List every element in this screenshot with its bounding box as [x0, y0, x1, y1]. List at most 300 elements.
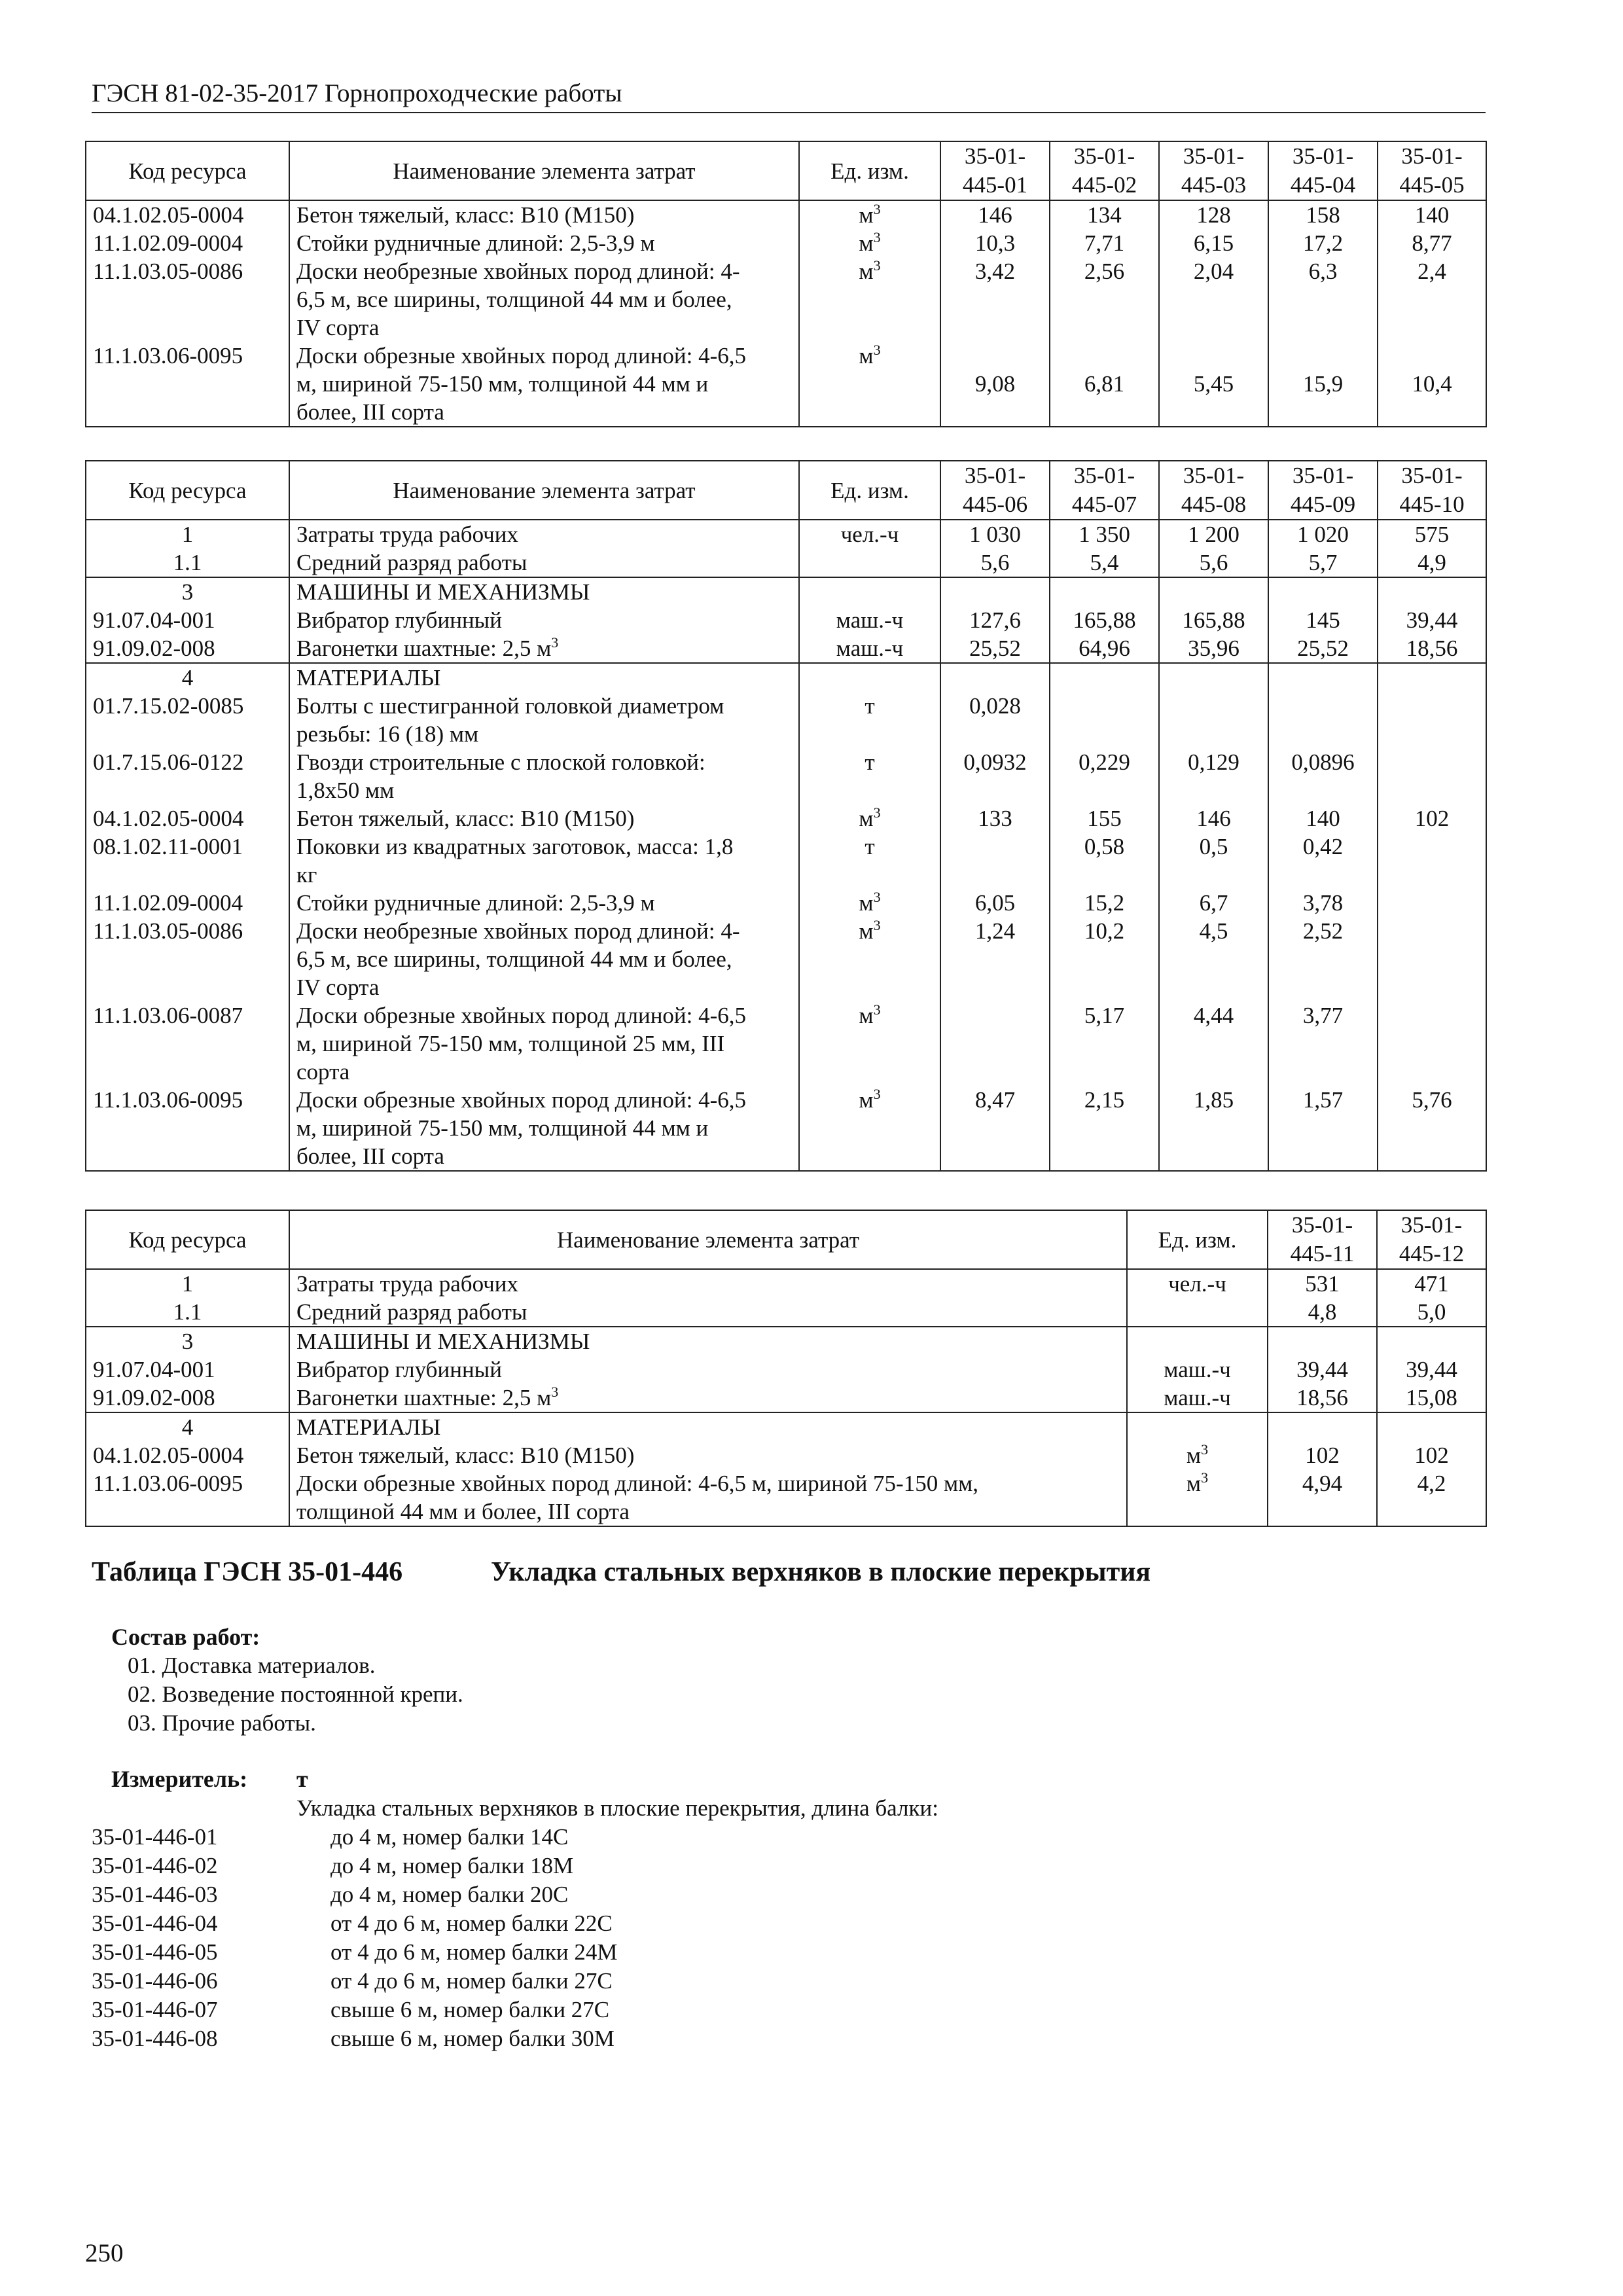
code-desc: до 4 м, номер балки 14С: [330, 1824, 569, 1850]
superscript: 3: [873, 1001, 881, 1018]
resource-name-line: резьбы: 16 (18) мм: [296, 721, 479, 747]
unit-value: м: [859, 343, 874, 368]
resource-code: 11.1.02.09-0004: [93, 890, 243, 916]
header-norm-code-part: 445-03: [1181, 172, 1247, 198]
resource-code: 01.7.15.02-0085: [93, 693, 244, 719]
cell-value: [1050, 917, 1159, 1001]
header-norm-code: [1378, 141, 1486, 200]
norm-value: 0,0896: [1291, 749, 1355, 775]
cell-value: [1050, 692, 1159, 748]
resource-name-line: толщиной 44 мм и более, III сорта: [296, 1499, 630, 1524]
section-row: [86, 1327, 1486, 1355]
norm-value: 2,52: [1302, 918, 1344, 944]
resource-name-line: Вагонетки шахтные: 2,5 м: [296, 1385, 552, 1410]
cell-value: [940, 606, 1050, 634]
cell-value: [940, 342, 1050, 427]
page-number: 250: [85, 2239, 124, 2267]
norm-value: 1 020: [1297, 522, 1349, 547]
cell-value: [1268, 577, 1378, 606]
resource-table-445-06-10: [85, 460, 1487, 1172]
resource-table-445-01-05: [85, 141, 1487, 427]
header-norm-code-part: 445-06: [962, 492, 1028, 517]
cell-value: [1268, 520, 1378, 548]
composition-item: 01. Доставка материалов.: [128, 1653, 376, 1678]
norm-value: 5,17: [1084, 1003, 1125, 1028]
cell-value: [1268, 634, 1378, 663]
unit-value: м: [1186, 1471, 1202, 1496]
table-row: [86, 692, 1486, 748]
norm-value: 0,0932: [963, 749, 1027, 775]
header-norm-code-part: 445-05: [1399, 172, 1465, 198]
cell-code: [86, 1412, 289, 1441]
norm-value: 4,94: [1302, 1471, 1343, 1496]
norm-value: 158: [1306, 202, 1340, 228]
norm-value: 6,81: [1084, 371, 1125, 397]
cell-value: [1050, 804, 1159, 833]
resource-name-line: Поковки из квадратных заготовок, масса: 1,8: [296, 834, 734, 859]
header-norm-code: [1050, 461, 1159, 520]
header-norm-code-part: 35-01-: [964, 143, 1026, 169]
cell-code: [86, 1298, 289, 1327]
norm-value: 5,6: [1199, 550, 1228, 575]
resource-name-line: более, III сорта: [296, 1143, 444, 1169]
cell-value: [940, 520, 1050, 548]
composition-item: 02. Возведение постоянной крепи.: [128, 1681, 463, 1707]
table-body: [86, 200, 1486, 427]
cell-value: [1050, 257, 1159, 342]
resource-name-line: Доски необрезные хвойных пород длиной: 4-: [296, 259, 740, 284]
norm-value: 471: [1414, 1271, 1449, 1297]
table-row: [86, 748, 1486, 804]
norm-value: 0,58: [1084, 834, 1125, 859]
table-row: [86, 1269, 1486, 1298]
cell-value: [1377, 1298, 1486, 1327]
resource-name-line: Доски обрезные хвойных пород длиной: 4-6,5: [296, 343, 747, 368]
code-desc: до 4 м, номер балки 20С: [330, 1882, 569, 1907]
cell-value: [940, 229, 1050, 257]
superscript: 3: [873, 201, 881, 217]
cell-code: [86, 606, 289, 634]
cell-code: [86, 200, 289, 229]
superscript: 3: [873, 917, 881, 933]
cell-name: [289, 606, 799, 634]
header-norm-code: [1378, 461, 1486, 520]
resource-name-line: Стойки рудничные длиной: 2,5-3,9 м: [296, 230, 655, 256]
cell-name: [289, 1327, 1127, 1355]
cell-unit: [799, 634, 940, 663]
resource-name-line: Затраты труда рабочих: [296, 522, 518, 547]
table-row: [86, 1441, 1486, 1469]
cell-name: [289, 577, 799, 606]
cell-value: [1378, 1001, 1486, 1086]
cell-name: [289, 200, 799, 229]
resource-code: 1.1: [173, 550, 202, 575]
resource-name-line: м, шириной 75-150 мм, толщиной 44 мм и: [296, 371, 709, 397]
cell-name: [289, 634, 799, 663]
norm-value: 8,77: [1412, 230, 1452, 256]
cell-value: [1159, 1001, 1268, 1086]
cell-code: [86, 634, 289, 663]
cell-value: [1159, 804, 1268, 833]
meter-description: Укладка стальных верхняков в плоские перекрытия, длина балки:: [296, 1795, 938, 1821]
norm-value: 146: [1196, 806, 1231, 831]
resource-name-line: IV сорта: [296, 315, 380, 340]
header-code: [86, 461, 289, 520]
cell-code: [86, 577, 289, 606]
header-unit: [799, 461, 940, 520]
resource-code: 91.07.04-001: [93, 607, 215, 633]
resource-code: 1: [181, 522, 194, 547]
cell-value: [940, 577, 1050, 606]
norm-value: 6,05: [974, 890, 1016, 916]
table-row: [86, 1298, 1486, 1327]
cell-code: [86, 1441, 289, 1469]
norm-value: 1 030: [969, 522, 1021, 547]
norm-value: 5,4: [1090, 550, 1119, 575]
table-header-row: [86, 461, 1486, 520]
superscript: 3: [873, 1086, 881, 1102]
code-desc: от 4 до 6 м, номер балки 24М: [330, 1939, 618, 1965]
header-name-label: Наименование элемента затрат: [556, 1227, 860, 1253]
resource-name-line: МАТЕРИАЛЫ: [296, 1414, 441, 1440]
cell-value: [1378, 548, 1486, 577]
unit-value: чел.-ч: [840, 522, 899, 547]
header-norm-code-part: 445-09: [1290, 492, 1356, 517]
code-row: [92, 2026, 1073, 2054]
cell-value: [1378, 804, 1486, 833]
cell-name: [289, 257, 799, 342]
header-norm-code-part: 445-10: [1399, 492, 1465, 517]
header-code-label: Код ресурса: [128, 1227, 247, 1253]
cell-value: [1377, 1269, 1486, 1298]
norm-value: 3,77: [1302, 1003, 1344, 1028]
norm-value: 8,47: [974, 1087, 1016, 1113]
norm-value: 0,5: [1199, 834, 1228, 859]
norm-value: 0,229: [1079, 749, 1130, 775]
norm-value: 15,9: [1302, 371, 1344, 397]
cell-value: [1268, 1355, 1377, 1384]
cell-value: [1378, 257, 1486, 342]
header-unit-label: Ед. изм.: [830, 477, 909, 503]
code: 35-01-446-01: [92, 1824, 218, 1850]
cell-value: [1378, 1086, 1486, 1171]
cell-value: [1268, 663, 1378, 692]
code: 35-01-446-03: [92, 1882, 218, 1907]
resource-name-line: Доски обрезные хвойных пород длиной: 4-6,5 м, шириной 75-150 мм,: [296, 1471, 979, 1496]
cell-value: [1050, 663, 1159, 692]
unit-value: маш.-ч: [1164, 1357, 1231, 1382]
norm-value: 2,15: [1084, 1087, 1125, 1113]
header-code-label: Код ресурса: [128, 477, 247, 503]
unit-value: м: [859, 230, 874, 256]
header-name: [289, 461, 799, 520]
norm-value: 0,028: [969, 693, 1021, 719]
resource-name-line: м, шириной 75-150 мм, толщиной 44 мм и: [296, 1115, 709, 1141]
cell-value: [1377, 1412, 1486, 1441]
cell-value: [1159, 229, 1268, 257]
resource-code: 11.1.02.09-0004: [93, 230, 243, 256]
cell-value: [1050, 548, 1159, 577]
cell-name: [289, 1086, 799, 1171]
norm-value: 4,44: [1193, 1003, 1234, 1028]
cell-unit: [799, 1086, 940, 1171]
cell-value: [1378, 606, 1486, 634]
cell-unit: [799, 200, 940, 229]
code-desc: до 4 м, номер балки 18М: [330, 1853, 574, 1878]
table-row: [86, 606, 1486, 634]
header-unit-label: Ед. изм.: [1158, 1227, 1237, 1253]
header-name: [289, 141, 799, 200]
cell-code: [86, 1327, 289, 1355]
cell-unit: [799, 520, 940, 548]
cell-value: [940, 1001, 1050, 1086]
header-norm-code-part: 445-04: [1290, 172, 1356, 198]
unit-value: т: [865, 834, 875, 859]
cell-value: [1378, 889, 1486, 917]
resource-name-line: Вибратор глубинный: [296, 607, 502, 633]
cell-unit: [799, 889, 940, 917]
resource-name-line: Гвозди строительные с плоской головкой:: [296, 749, 705, 775]
unit-value: м: [859, 202, 874, 228]
code-row: [92, 1968, 1073, 1997]
cell-value: [1159, 833, 1268, 889]
code-row: [92, 1910, 1073, 1939]
norm-value: 17,2: [1302, 230, 1344, 256]
table-row: [86, 634, 1486, 663]
cell-value: [940, 548, 1050, 577]
norm-value: 10,3: [974, 230, 1016, 256]
resource-name-line: Бетон тяжелый, класс: В10 (М150): [296, 806, 635, 831]
cell-value: [940, 748, 1050, 804]
resource-code: 11.1.03.05-0086: [93, 259, 243, 284]
cell-value: [1378, 748, 1486, 804]
cell-value: [1159, 748, 1268, 804]
cell-code: [86, 1269, 289, 1298]
header-norm-code-part: 35-01-: [1400, 1212, 1463, 1238]
cell-value: [1377, 1469, 1486, 1526]
header-code: [86, 141, 289, 200]
norm-value: 4,2: [1417, 1471, 1446, 1496]
cell-value: [1268, 229, 1378, 257]
header-norm-code: [1159, 461, 1268, 520]
norm-value: 15,08: [1406, 1385, 1457, 1410]
cell-code: [86, 917, 289, 1001]
norm-value: 531: [1305, 1271, 1340, 1297]
cell-name: [289, 342, 799, 427]
norm-value: 64,96: [1079, 636, 1130, 661]
cell-code: [86, 748, 289, 804]
cell-code: [86, 520, 289, 548]
norm-value: 5,76: [1412, 1087, 1452, 1113]
cell-code: [86, 257, 289, 342]
header-norm-code: [940, 141, 1050, 200]
header-norm-code-part: 35-01-: [1183, 143, 1245, 169]
header-norm-code-part: 35-01-: [1292, 143, 1354, 169]
unit-value: маш.-ч: [1164, 1385, 1231, 1410]
resource-code: 3: [181, 1329, 194, 1354]
cell-value: [1268, 548, 1378, 577]
norm-value: 7,71: [1084, 230, 1125, 256]
cell-value: [1378, 663, 1486, 692]
cell-value: [1050, 1086, 1159, 1171]
code-row: [92, 1882, 1073, 1910]
norm-value: 145: [1306, 607, 1340, 633]
header-norm-code: [1268, 461, 1378, 520]
table-label: Таблица ГЭСН 35-01-446: [92, 1557, 403, 1587]
table-title: [92, 1556, 1151, 1588]
cell-value: [1159, 606, 1268, 634]
table-row: [86, 917, 1486, 1001]
header-norm-code-part: 445-12: [1399, 1241, 1465, 1266]
cell-value: [1378, 692, 1486, 748]
cell-value: [1378, 200, 1486, 229]
cell-value: [1377, 1355, 1486, 1384]
header-norm-code-part: 445-02: [1071, 172, 1137, 198]
norm-value: 146: [978, 202, 1012, 228]
cell-code: [86, 1086, 289, 1171]
norm-value: 25,52: [1297, 636, 1349, 661]
cell-code: [86, 692, 289, 748]
table-header-row: [86, 1210, 1486, 1269]
resource-code: 04.1.02.05-0004: [93, 806, 244, 831]
resource-name-line: Стойки рудничные длиной: 2,5-3,9 м: [296, 890, 655, 916]
norm-value: 102: [1414, 806, 1450, 831]
table-row: [86, 804, 1486, 833]
norm-value: 6,7: [1199, 890, 1228, 916]
norm-value: 6,3: [1308, 259, 1338, 284]
cell-value: [1050, 606, 1159, 634]
superscript: 3: [551, 634, 559, 651]
cell-value: [940, 804, 1050, 833]
cell-name: [289, 1441, 1127, 1469]
cell-value: [1268, 606, 1378, 634]
norm-value: 127,6: [969, 607, 1021, 633]
cell-value: [1050, 634, 1159, 663]
superscript: 3: [873, 804, 881, 821]
resource-name-line: Бетон тяжелый, класс: В10 (М150): [296, 1443, 635, 1468]
cell-value: [940, 889, 1050, 917]
cell-name: [289, 520, 799, 548]
cell-value: [1268, 917, 1378, 1001]
cell-unit: [799, 548, 940, 577]
header-norm-code: [1268, 1210, 1377, 1269]
meter-unit: т: [296, 1766, 308, 1792]
cell-unit: [799, 692, 940, 748]
resource-name-line: Болты с шестигранной головкой диаметром: [296, 693, 724, 719]
unit-value: маш.-ч: [836, 607, 904, 633]
norm-value: 18,56: [1406, 636, 1458, 661]
cell-value: [1377, 1327, 1486, 1355]
superscript: 3: [873, 257, 881, 274]
cell-value: [1268, 748, 1378, 804]
cell-name: [289, 833, 799, 889]
cell-value: [1050, 748, 1159, 804]
cell-unit: [1127, 1298, 1268, 1327]
cell-value: [1159, 520, 1268, 548]
norm-value: 140: [1414, 202, 1450, 228]
cell-value: [1268, 692, 1378, 748]
cell-code: [86, 889, 289, 917]
norm-value: 5,7: [1308, 550, 1338, 575]
composition-item: 03. Прочие работы.: [128, 1710, 316, 1736]
cell-value: [1268, 1086, 1378, 1171]
norm-value: 5,0: [1417, 1299, 1446, 1325]
table-row: [86, 257, 1486, 342]
resource-name-line: более, III сорта: [296, 399, 444, 425]
cell-value: [940, 663, 1050, 692]
cell-value: [1050, 229, 1159, 257]
cell-value: [940, 833, 1050, 889]
resource-code: 4: [181, 1414, 194, 1440]
cell-value: [1050, 889, 1159, 917]
resource-code: 4: [181, 665, 194, 691]
unit-value: т: [865, 693, 875, 719]
table-row: [86, 833, 1486, 889]
norm-value: 10,4: [1412, 371, 1452, 397]
resource-code: 11.1.03.06-0095: [93, 1471, 243, 1496]
resource-code: 08.1.02.11-0001: [93, 834, 243, 859]
cell-name: [289, 1001, 799, 1086]
table-row: [86, 1384, 1486, 1412]
cell-value: [1378, 229, 1486, 257]
cell-value: [1050, 833, 1159, 889]
cell-value: [1050, 1001, 1159, 1086]
norm-value: 1 200: [1188, 522, 1240, 547]
resource-name-line: Средний разряд работы: [296, 550, 527, 575]
header-norm-code-part: 35-01-: [1292, 463, 1354, 488]
header-unit: [799, 141, 940, 200]
table-row: [86, 1469, 1486, 1526]
norm-value: 4,8: [1308, 1299, 1337, 1325]
cell-name: [289, 1355, 1127, 1384]
cell-value: [1268, 1412, 1377, 1441]
cell-value: [1159, 663, 1268, 692]
norm-value: 2,04: [1193, 259, 1234, 284]
cell-value: [1159, 342, 1268, 427]
cell-unit: [799, 229, 940, 257]
header-norm-code-part: 445-11: [1290, 1241, 1355, 1266]
norm-value: 575: [1414, 522, 1450, 547]
table-row: [86, 229, 1486, 257]
norm-value: 1,57: [1302, 1087, 1344, 1113]
cell-value: [1268, 200, 1378, 229]
superscript: 3: [1201, 1441, 1209, 1458]
cell-name: [289, 1269, 1127, 1298]
norm-value: 39,44: [1406, 607, 1458, 633]
norm-value: 25,52: [969, 636, 1021, 661]
resource-name-line: Доски обрезные хвойных пород длиной: 4-6,5: [296, 1003, 747, 1028]
header-name-label: Наименование элемента затрат: [393, 477, 696, 503]
norm-value: 165,88: [1182, 607, 1245, 633]
header-norm-code: [1159, 141, 1268, 200]
resource-code: 11.1.03.06-0095: [93, 1087, 243, 1113]
norm-value: 18,56: [1296, 1385, 1348, 1410]
norm-value: 6,15: [1193, 230, 1234, 256]
table-header-row: [86, 141, 1486, 200]
header-norm-code-part: 445-01: [962, 172, 1028, 198]
unit-value: м: [859, 918, 874, 944]
table-row: [86, 1355, 1486, 1384]
resource-name-line: Доски необрезные хвойных пород длиной: 4-: [296, 918, 740, 944]
cell-value: [1050, 200, 1159, 229]
cell-value: [1159, 917, 1268, 1001]
code: 35-01-446-02: [92, 1853, 218, 1878]
cell-name: [289, 1469, 1127, 1526]
resource-name-line: Бетон тяжелый, класс: В10 (М150): [296, 202, 635, 228]
norm-value: 0,129: [1188, 749, 1240, 775]
cell-value: [1268, 257, 1378, 342]
code-desc: свыше 6 м, номер балки 27С: [330, 1997, 610, 2022]
